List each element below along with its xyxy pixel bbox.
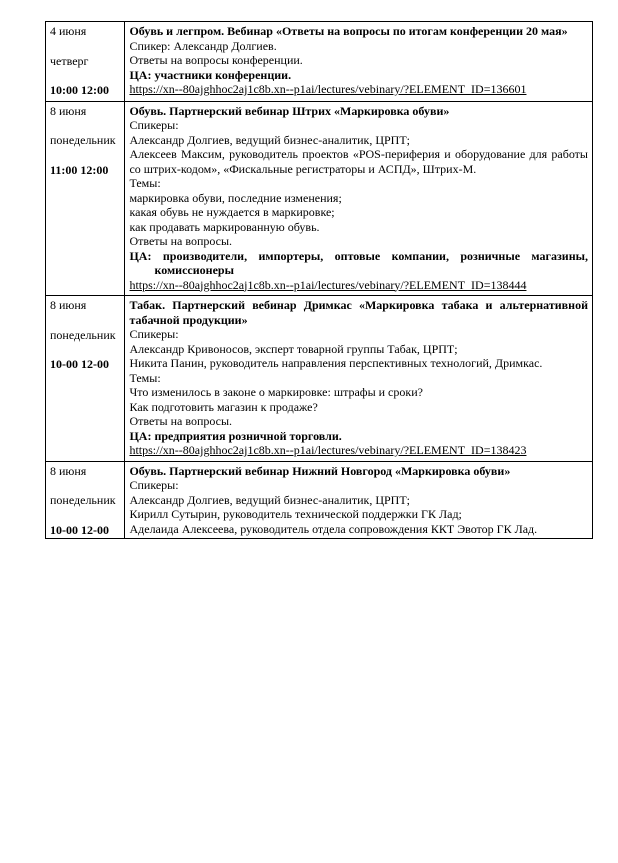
event-audience: ЦА: предприятия розничной торговли. <box>129 428 342 443</box>
event-time: 10:00 12:00 <box>50 83 109 97</box>
table-row <box>46 22 593 102</box>
event-weekday: понедельник <box>50 493 116 507</box>
event-description: Ответы на вопросы конференции. <box>129 53 303 67</box>
date-cell <box>46 461 125 539</box>
event-time: 10-00 12-00 <box>50 357 109 371</box>
speaker-item: Никита Панин, руководитель направления перспективных технологий, Дримкас. <box>129 356 543 370</box>
event-link[interactable]: https://xn--80ajghhoc2aj1c8b.xn--p1ai/lectures/vebinary/?ELEMENT_ID=138423 <box>129 443 527 457</box>
info-cell <box>125 296 593 462</box>
event-date: 8 июня <box>50 103 87 118</box>
event-link[interactable]: https://xn--80ajghhoc2aj1c8b.xn--p1ai/lectures/vebinary/?ELEMENT_ID=136601 <box>129 82 527 96</box>
topic-item: Ответы на вопросы. <box>129 414 233 428</box>
date-cell <box>46 101 125 296</box>
table-row <box>46 101 593 296</box>
topics-label: Темы: <box>129 370 161 385</box>
speakers-label: Спикеры: <box>129 327 179 341</box>
date-cell <box>46 296 125 462</box>
event-weekday: четверг <box>50 53 89 68</box>
table-row <box>46 296 593 462</box>
speaker-item: Алексеев Максим, руководитель проектов «POS-периферия и оборудование для работы со штрих-кодом», «Фискальные регистраторы и АСПД», Штрих-М. <box>129 147 588 176</box>
event-audience: ЦА: производители, импортеры, оптовые компании, розничные магазины, комиссионеры <box>129 248 588 277</box>
topic-item: какая обувь не нуждается в маркировке; <box>129 205 335 219</box>
event-title: Обувь и легпром. Вебинар «Ответы на вопросы по итогам конференции 20 мая» <box>129 24 568 38</box>
event-link[interactable]: https://xn--80ajghhoc2aj1c8b.xn--p1ai/lectures/vebinary/?ELEMENT_ID=138444 <box>129 277 527 292</box>
topic-item: Что изменилось в законе о маркировке: штрафы и сроки? <box>129 385 423 399</box>
event-date: 8 июня <box>50 298 87 312</box>
event-weekday: понедельник <box>50 133 116 147</box>
schedule-table <box>45 21 593 539</box>
info-cell <box>125 22 593 102</box>
event-time: 10-00 12-00 <box>50 522 109 537</box>
event-title: Обувь. Партнерский вебинар Штрих «Маркировка обуви» <box>129 103 450 118</box>
event-title: Табак. Партнерский вебинар Дримкас «Маркировка табака и альтернативной табачной продукции» <box>129 298 588 327</box>
event-date: 4 июня <box>50 24 87 38</box>
topics-label: Темы: <box>129 176 161 190</box>
event-speaker: Спикер: Александр Долгиев. <box>129 38 277 53</box>
speaker-item: Александр Долгиев, ведущий бизнес-аналитик, ЦРПТ; <box>129 132 411 147</box>
date-cell <box>46 22 125 102</box>
speaker-item: Аделаида Алексеева, руководитель отдела сопровождения ККТ Эвотор ГК Лад. <box>129 521 538 536</box>
topic-item: как продавать маркированную обувь. <box>129 219 320 234</box>
table-row <box>46 461 593 539</box>
speaker-item: Александр Кривоносов, эксперт товарной группы Табак, ЦРПТ; <box>129 341 458 356</box>
topic-item: Как подготовить магазин к продаже? <box>129 399 318 414</box>
topic-item: Ответы на вопросы. <box>129 234 233 248</box>
event-weekday: понедельник <box>50 327 116 342</box>
event-date: 8 июня <box>50 463 87 478</box>
speaker-item: Кирилл Сутырин, руководитель технической поддержки ГК Лад; <box>129 507 462 521</box>
speaker-item: Александр Долгиев, ведущий бизнес-аналитик, ЦРПТ; <box>129 492 411 507</box>
speakers-label: Спикеры: <box>129 478 179 492</box>
speakers-label: Спикеры: <box>129 118 179 132</box>
info-cell <box>125 101 593 296</box>
event-time: 11:00 12:00 <box>50 162 109 177</box>
event-audience: ЦА: участники конференции. <box>129 67 292 82</box>
topic-item: маркировка обуви, последние изменения; <box>129 190 342 205</box>
event-title: Обувь. Партнерский вебинар Нижний Новгород «Маркировка обуви» <box>129 463 511 478</box>
info-cell <box>125 461 593 539</box>
